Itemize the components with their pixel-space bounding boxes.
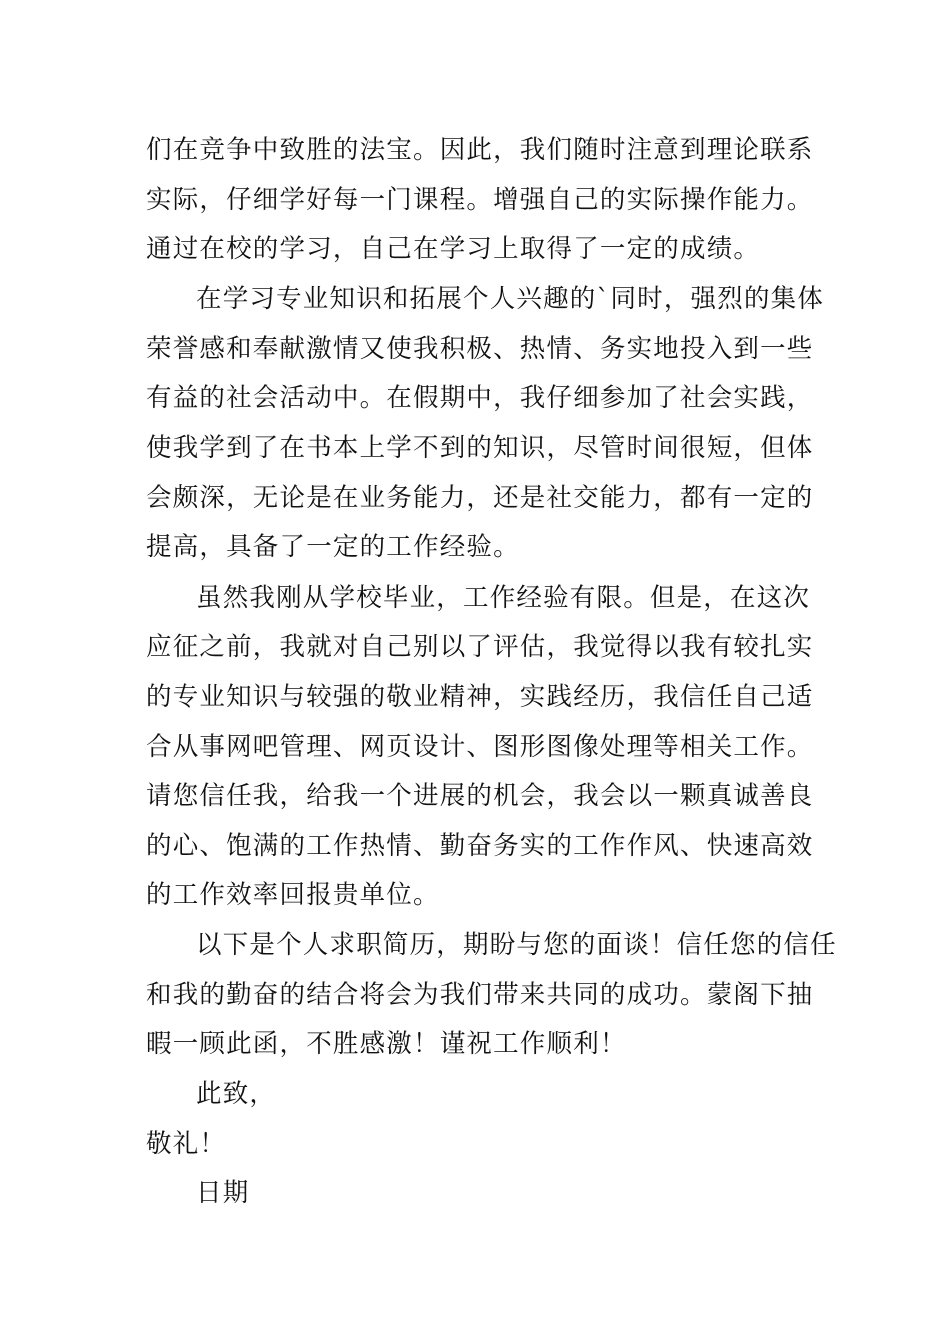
paragraph-first-line: 在学习专业知识和拓展个人兴趣的`同时，强烈的集体 — [196, 284, 825, 314]
body-text-line: 们在竞争中致胜的法宝。因此，我们随时注意到理论联系 — [146, 135, 814, 165]
body-text-line: 应征之前，我就对自己别以了评估，我觉得以我有较扎实 — [146, 632, 814, 662]
body-text-line: 提高，具备了一定的工作经验。 — [146, 532, 520, 562]
body-text-line: 会颇深，无论是在业务能力，还是社交能力，都有一定的 — [146, 483, 814, 513]
body-text-line: 的专业知识与较强的敬业精神，实践经历，我信任自己适 — [146, 682, 814, 712]
body-text-line: 暇一顾此函，不胜感激！谨祝工作顺利！ — [146, 1029, 627, 1059]
body-text-line: 请您信任我，给我一个进展的机会，我会以一颗真诚善良 — [146, 781, 814, 811]
body-text-line: 荣誉感和奉献激情又使我积极、热情、务实地投入到一些 — [146, 334, 814, 364]
body-text-line: 和我的勤奋的结合将会为我们带来共同的成功。蒙阁下抽 — [146, 980, 814, 1010]
body-text-line: 的心、饱满的工作热情、勤奋务实的工作作风、快速高效 — [146, 831, 814, 861]
closing-regards: 敬礼！ — [146, 1129, 227, 1159]
body-text-line: 使我学到了在书本上学不到的知识，尽管时间很短，但体 — [146, 433, 814, 463]
body-text-line: 有益的社会活动中。在假期中，我仔细参加了社会实践， — [146, 383, 814, 413]
body-text-line: 合从事网吧管理、网页设计、图形图像处理等相关工作。 — [146, 732, 814, 762]
closing-salutation: 此致， — [196, 1079, 277, 1109]
body-text-line: 的工作效率回报贵单位。 — [146, 880, 440, 910]
paragraph-first-line: 虽然我刚从学校毕业，工作经验有限。但是，在这次 — [196, 583, 811, 613]
body-text-line: 通过在校的学习，自己在学习上取得了一定的成绩。 — [146, 234, 761, 264]
body-text-line: 实际，仔细学好每一门课程。增强自己的实际操作能力。 — [146, 185, 814, 215]
paragraph-first-line: 以下是个人求职简历，期盼与您的面谈！信任您的信任 — [196, 930, 837, 960]
date-label: 日期 — [196, 1178, 250, 1208]
